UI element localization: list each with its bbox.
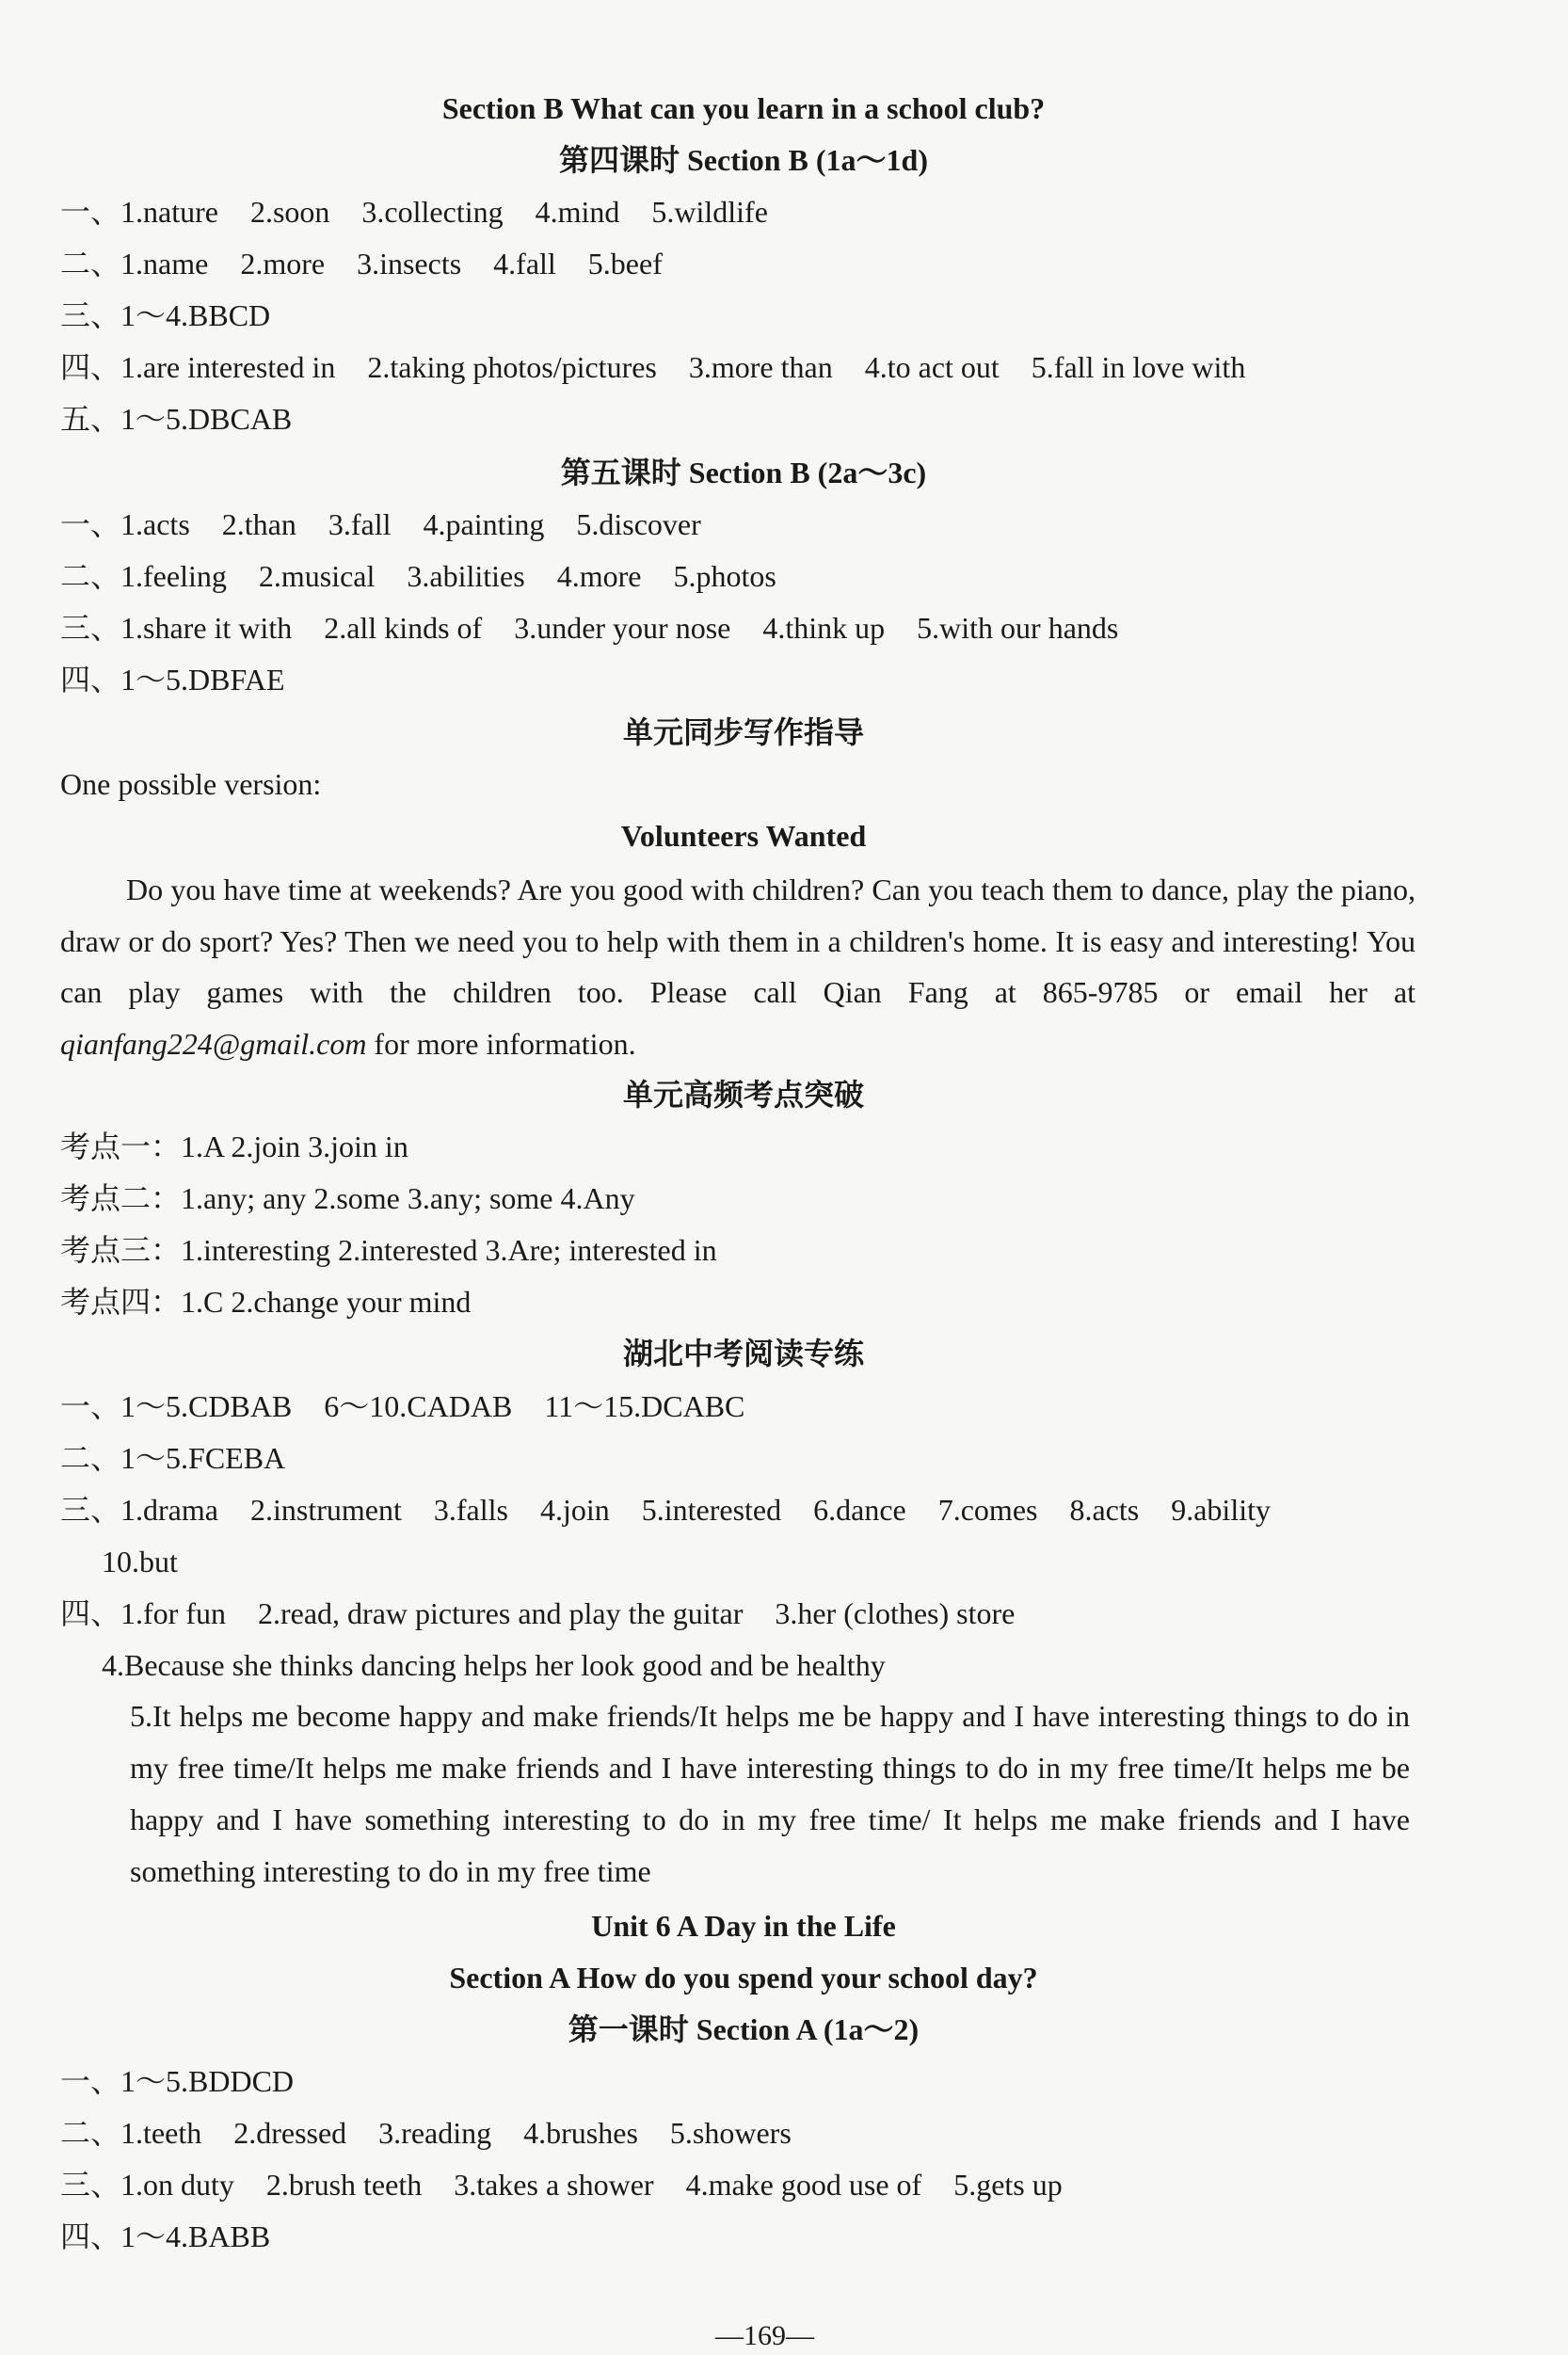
reading-title: 湖北中考阅读专练 [622,1337,864,1370]
email-text: qianfang224@gmail.com [60,1026,367,1061]
reading-q4-item5: 5.It helps me become happy and make friends/It helps me be happy and I have interesting things to do in my free time/It helps me make friends and I have interesting things to do in my free time/It helps me be happy and I have something interesting to do in my free time/ It helps me make friends and I have something interesting to do in my free time [130,1699,1410,1888]
reading-q3: 三、1.drama 2.instrument 3.falls 4.join 5.interested 6.dance 7.comes 8.acts 9.ability [60,1493,1271,1527]
keypoint-row: 考点四：1.C 2.change your mind [60,1285,472,1319]
lesson4-q4: 四、1.are interested in 2.taking photos/pictures 3.more than 4.to act out 5.fall in love with [60,350,1246,384]
lesson4-q3: 三、1～4.BBCD [60,298,271,332]
keypoints-title: 单元高频考点突破 [622,1078,864,1112]
lesson4-q1: 一、1.nature 2.soon 3.collecting 4.mind 5.wildlife [60,195,768,229]
keypoint-row: 考点一：1.A 2.join 3.join in [60,1129,408,1163]
essay-title: Volunteers Wanted [620,819,867,853]
unit6-q1: 一、1～5.BDDCD [60,2064,295,2098]
lesson5-q1: 一、1.acts 2.than 3.fall 4.painting 5.discover [60,507,701,541]
lesson5-q2: 二、1.feeling 2.musical 3.abilities 4.more 5.photos [60,559,776,593]
unit6-q2: 二、1.teeth 2.dressed 3.reading 4.brushes 5.showers [60,2116,792,2150]
unit6-q3: 三、1.on duty 2.brush teeth 3.takes a shower 4.make good use of 5.gets up [60,2168,1063,2202]
keypoint-row: 考点二：1.any; any 2.some 3.any; some 4.Any [60,1181,635,1215]
lesson4-title: 第四课时 Section B (1a～1d) [558,143,928,177]
unit6-lesson1-title: 第一课时 Section A (1a～2) [568,2012,920,2046]
reading-q2: 二、1～5.FCEBA [60,1441,286,1475]
lesson4-q2: 二、1.name 2.more 3.insects 4.fall 5.beef [60,247,663,280]
reading-q1: 一、1～5.CDBAB 6～10.CADAB 11～15.DCABC [60,1389,745,1423]
reading-q3-last: 10.but [102,1545,178,1578]
writing-intro: One possible version: [60,767,322,801]
unit6-q4: 四、1～4.BABB [60,2219,271,2253]
keypoint-row: 考点三：1.interesting 2.interested 3.Are; interested in [60,1233,717,1267]
writing-title: 单元同步写作指导 [622,715,864,749]
lesson4-q5: 五、1～5.DBCAB [60,402,293,436]
reading-q4: 四、1.for fun 2.read, draw pictures and play the guitar 3.her (clothes) store [60,1596,1016,1630]
section-b-title: Section B What can you learn in a school club? [441,91,1046,125]
lesson5-q4: 四、1～5.DBFAE [60,663,285,697]
unit6-section-a-title: Section A How do you spend your school day? [449,1961,1038,1995]
essay-body: Do you have time at weekends? Are you good with children? Can you teach them to dance, play the piano, draw or do sport? Yes? Then we need you to help with them in a children's home. It is easy and interesting! You can play games with the children too. Please call Qian Fang at 865-9785 or email her at qianfang224@gmail.com for more information. [60,873,1416,1061]
lesson5-q3: 三、1.share it with 2.all kinds of 3.under your nose 4.think up 5.with our hands [60,611,1119,645]
unit6-title: Unit 6 A Day in the Life [591,1909,896,1943]
lesson5-title: 第五课时 Section B (2a～3c) [560,456,927,489]
reading-q4-item4: 4.Because she thinks dancing helps her look good and be healthy [102,1648,886,1682]
page-number: —169— [715,2320,814,2351]
